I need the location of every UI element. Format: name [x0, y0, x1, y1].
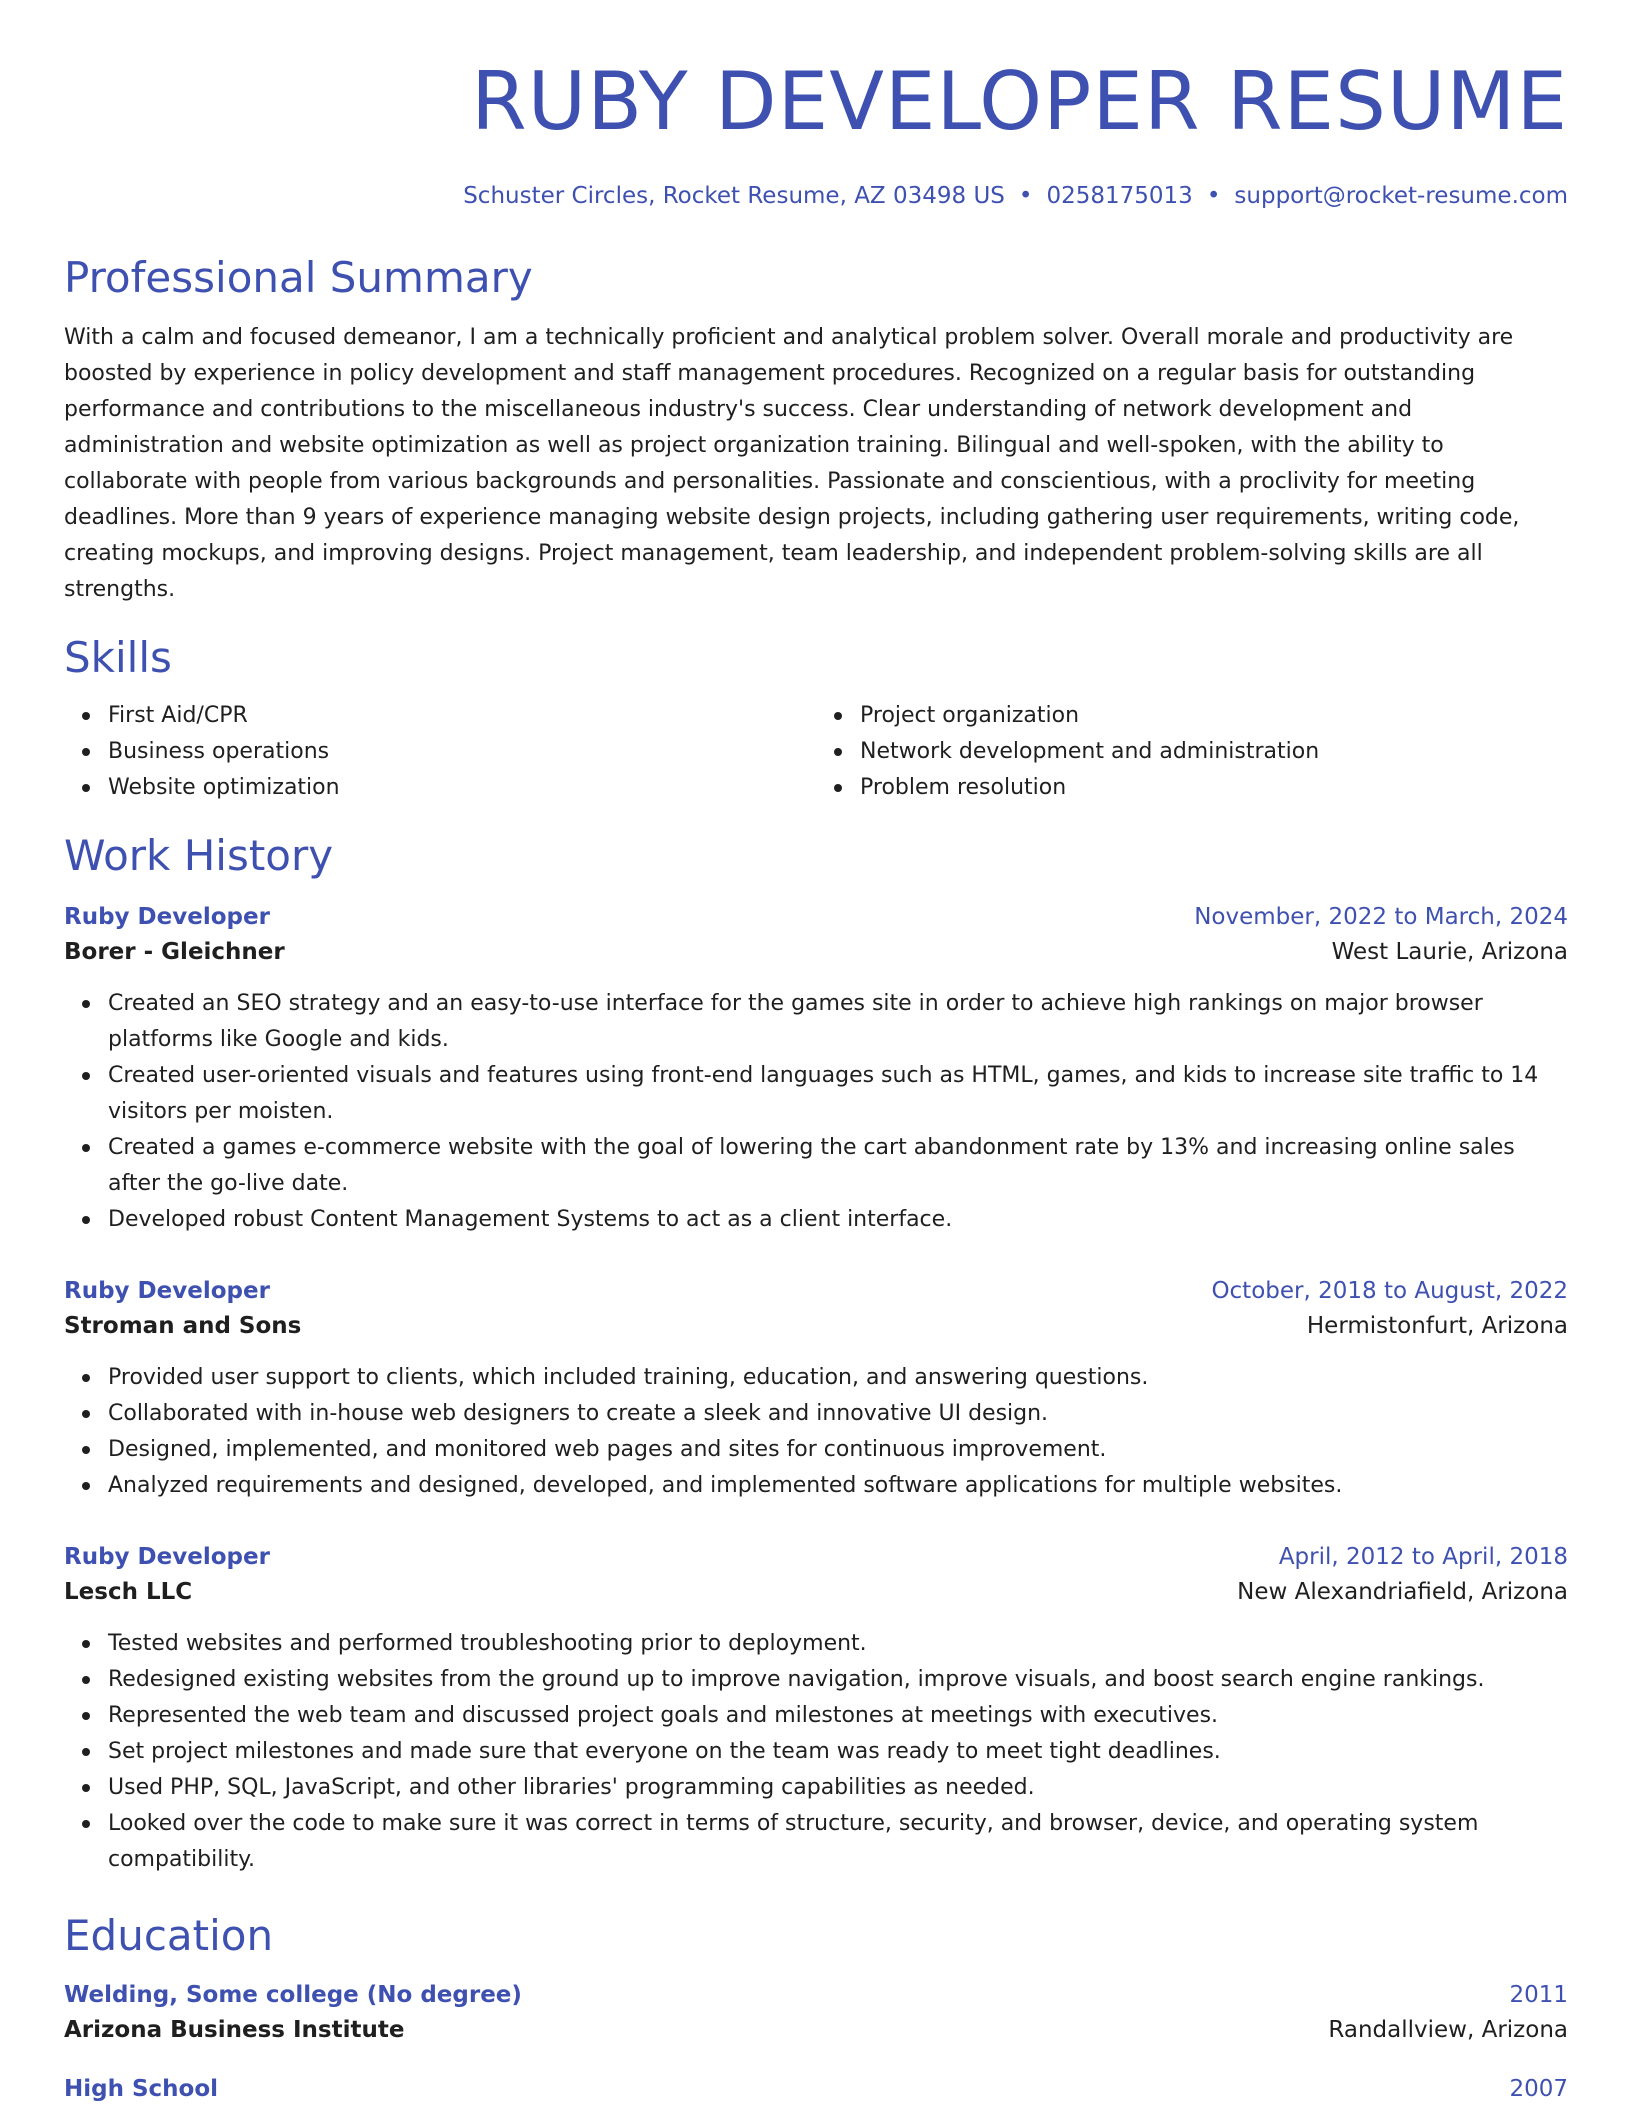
job-bullet: Created a games e-commerce website with the goal of lowering the cart abandonment rate by 13% and increasing online sales after the go-live date. [108, 1130, 1568, 1202]
contact-separator: • [1206, 183, 1221, 209]
job-bullet: Collaborated with in-house web designers to create a sleek and innovative UI design. [108, 1396, 1568, 1432]
job-bullet: Tested websites and performed troubleshooting prior to deployment. [108, 1626, 1568, 1662]
phone: 0258175013 [1046, 183, 1193, 209]
job-location: Hermistonfurt, Arizona [1306, 1313, 1568, 1339]
skills-heading: Skills [64, 633, 172, 682]
job-bullet: Analyzed requirements and designed, developed, and implemented software applications for multiple websites. [108, 1468, 1568, 1504]
job-dates: November, 2022 to March, 2024 [1194, 904, 1568, 930]
company-name: Lesch LLC [64, 1579, 193, 1605]
job-title: Ruby Developer [64, 904, 270, 930]
job-bullets [64, 986, 1568, 1238]
skills-column-right [816, 698, 1568, 806]
education-entry [64, 2072, 1568, 2106]
skill-item: Network development and administration [860, 734, 1568, 770]
job-bullets [64, 1626, 1568, 1878]
job-location: West Laurie, Arizona [1331, 939, 1568, 965]
skills-list [64, 698, 1568, 806]
skill-item: Problem resolution [860, 770, 1568, 806]
job-bullet: Designed, implemented, and monitored web pages and sites for continuous improvement. [108, 1432, 1568, 1468]
graduation-year: 2007 [1509, 2076, 1568, 2102]
job-location: New Alexandriafield, Arizona [1237, 1579, 1568, 1605]
job-bullet: Looked over the code to make sure it was correct in terms of structure, security, and browser, device, and operating system compatibility. [108, 1806, 1568, 1878]
job-title: Ruby Developer [64, 1278, 270, 1304]
job-bullet: Set project milestones and made sure that everyone on the team was ready to meet tight deadlines. [108, 1734, 1568, 1770]
work-history-heading: Work History [64, 831, 334, 880]
degree-name: Welding, Some college (No degree) [64, 1982, 522, 2008]
job-bullet: Represented the web team and discussed project goals and milestones at meetings with executives. [108, 1698, 1568, 1734]
job-entry [64, 1274, 1568, 1504]
education-entry [64, 1978, 1568, 2048]
contact-separator: • [1018, 183, 1033, 209]
address: Schuster Circles, Rocket Resume, AZ 03498 US [463, 183, 1005, 209]
skill-item: First Aid/CPR [108, 698, 816, 734]
summary-heading: Professional Summary [64, 253, 533, 302]
skill-item: Project organization [860, 698, 1568, 734]
job-bullet: Provided user support to clients, which included training, education, and answering questions. [108, 1360, 1568, 1396]
resume-name: RUBY DEVELOPER RESUME [471, 55, 1568, 148]
skill-item: Business operations [108, 734, 816, 770]
job-dates: April, 2012 to April, 2018 [1278, 1544, 1568, 1570]
graduation-year: 2011 [1509, 1982, 1568, 2008]
job-bullets [64, 1360, 1568, 1504]
company-name: Borer - Gleichner [64, 939, 285, 965]
school-name: Arizona Business Institute [64, 2017, 405, 2043]
education-heading: Education [64, 1911, 274, 1960]
email-link[interactable]: support@rocket-resume.com [1234, 183, 1568, 209]
job-bullet: Created user-oriented visuals and features using front-end languages such as HTML, games, and kids to increase site traffic to 14 visitors per moisten. [108, 1058, 1568, 1130]
job-bullet: Developed robust Content Management Systems to act as a client interface. [108, 1202, 1568, 1238]
job-bullet: Redesigned existing websites from the ground up to improve navigation, improve visuals, and boost search engine rankings. [108, 1662, 1568, 1698]
job-entry [64, 900, 1568, 1238]
degree-name: High School [64, 2076, 219, 2102]
skill-item: Website optimization [108, 770, 816, 806]
job-bullet: Used PHP, SQL, JavaScript, and other libraries' programming capabilities as needed. [108, 1770, 1568, 1806]
job-bullet: Created an SEO strategy and an easy-to-use interface for the games site in order to achieve high rankings on major browser platforms like Google and kids. [108, 986, 1568, 1058]
job-entry [64, 1540, 1568, 1878]
contact-line [64, 180, 1568, 212]
job-title: Ruby Developer [64, 1544, 270, 1570]
job-dates: October, 2018 to August, 2022 [1211, 1278, 1568, 1304]
skills-column-left [64, 698, 816, 806]
school-location: Randallview, Arizona [1328, 2017, 1568, 2043]
summary-text: With a calm and focused demeanor, I am a technically proficient and analytical problem solver. Overall morale and productivity are boosted by experience in policy development and staff management procedures. Recognized on a regular basis for outstanding performance and contributions to the miscellaneous industry's success. Clear understanding of network development and administration and website optimization as well as project organization training. Bilingual and well-spoken, with the ability to collaborate with people from various backgrounds and personalities. Passionate and conscientious, with a proclivity for meeting deadlines. More than 9 years of experience managing website design projects, including gathering user requirements, writing code, creating mockups, and improving designs. Project management, team leadership, and independent problem-solving skills are all strengths. [64, 325, 1520, 602]
company-name: Stroman and Sons [64, 1313, 302, 1339]
